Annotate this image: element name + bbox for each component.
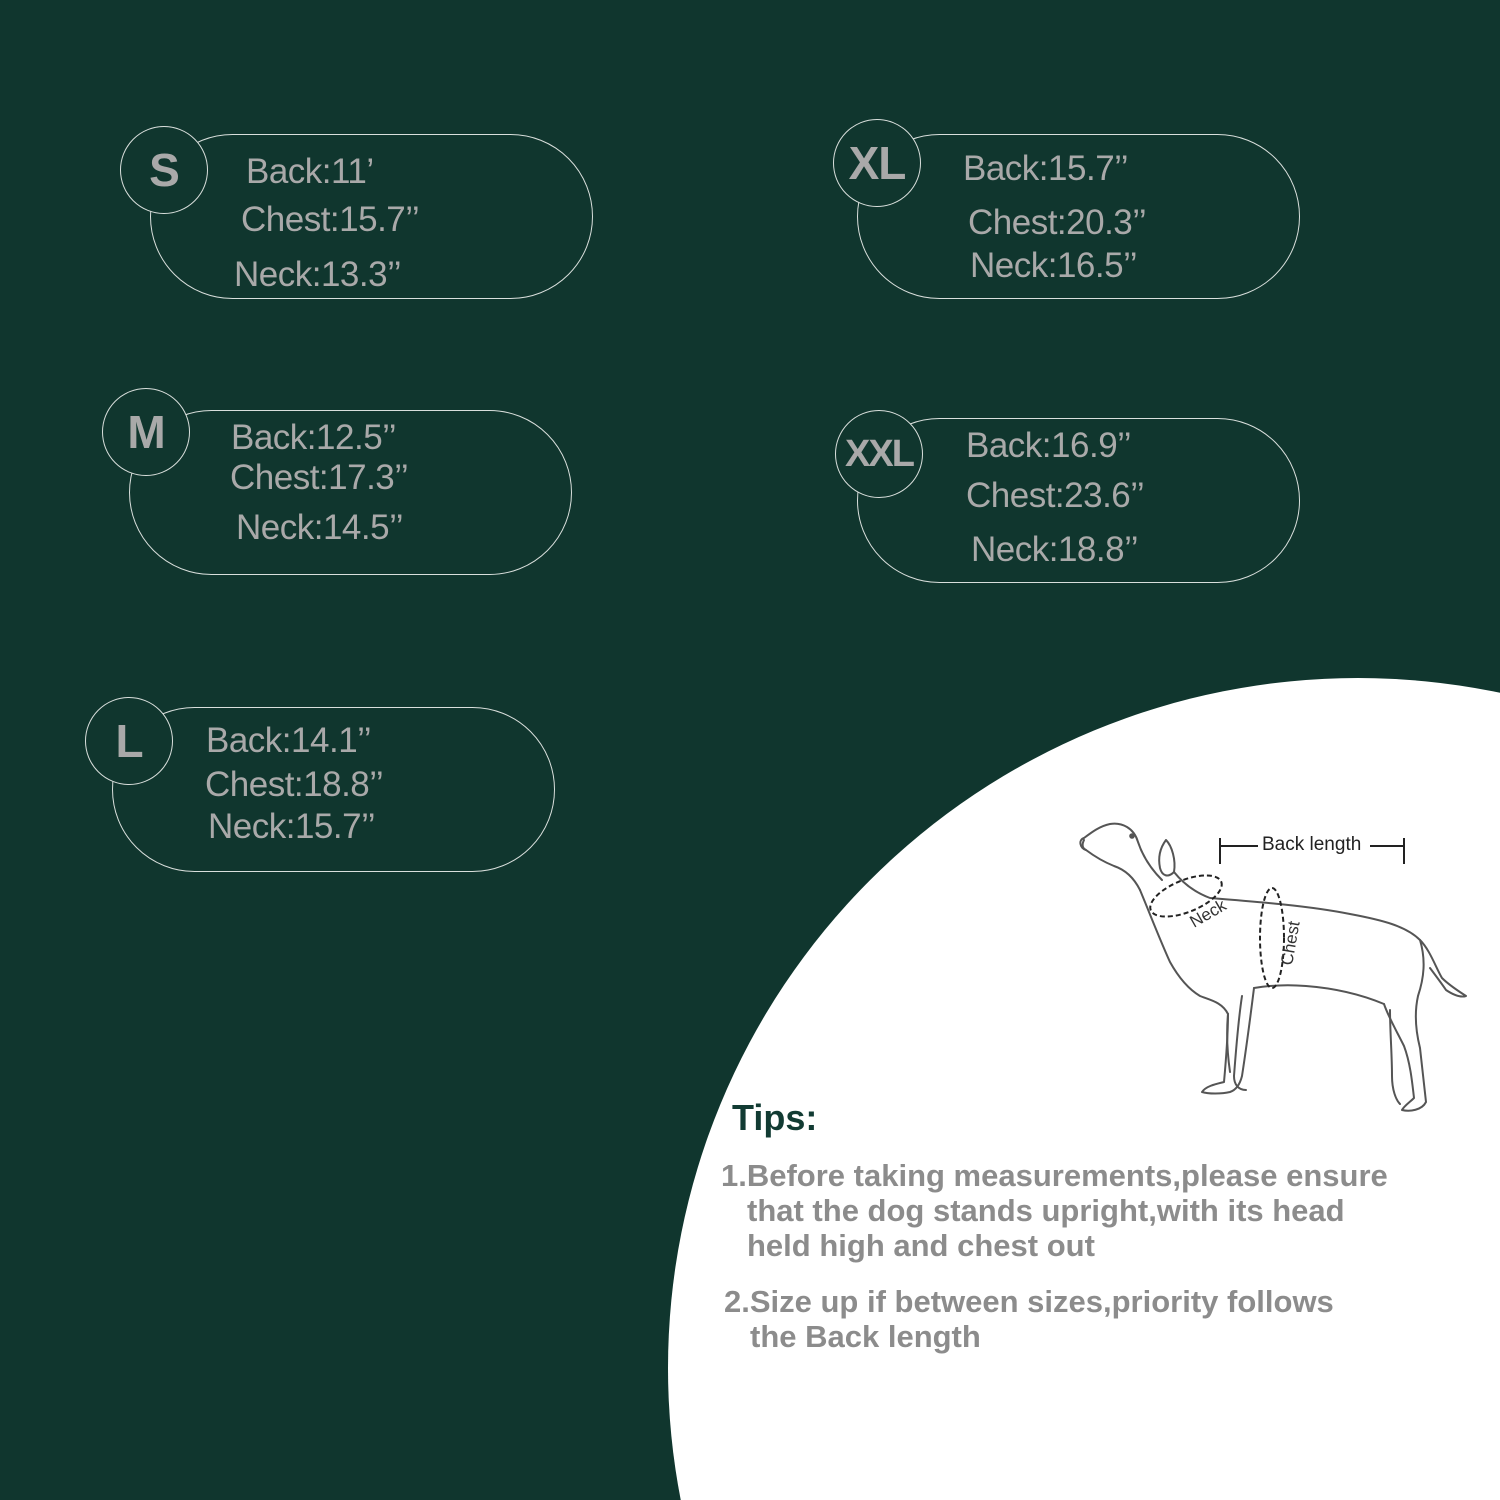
- neck-measure: Neck:14.5’’: [236, 508, 404, 547]
- neck-measure: Neck:18.8’’: [971, 530, 1139, 569]
- tip-line: 2.Size up if between sizes,priority follows: [724, 1284, 1334, 1319]
- size-card-xxl: [835, 410, 1310, 585]
- size-badge: [835, 410, 923, 498]
- back-length-label: Back length: [1262, 834, 1362, 855]
- neck-measure: Neck:15.7’’: [208, 807, 376, 846]
- back-measure: Back:11’: [246, 152, 374, 191]
- back-measure: Back:12.5’’: [231, 418, 397, 457]
- chest-label: Chest: [1277, 919, 1304, 967]
- dog-outline-icon: [1070, 810, 1480, 1130]
- neck-label: Neck: [1186, 895, 1230, 932]
- chest-measure: Chest:15.7’’: [241, 200, 420, 239]
- neck-measure: Neck:13.3’’: [234, 255, 402, 294]
- size-label: XL: [848, 137, 906, 189]
- size-badge: [102, 388, 190, 476]
- size-label: M: [127, 406, 165, 458]
- size-badge: [85, 697, 173, 785]
- size-card-m: [102, 388, 577, 578]
- size-label: L: [115, 715, 143, 767]
- back-measure: Back:15.7’’: [963, 149, 1129, 188]
- tip-line: 1.Before taking measurements,please ensure: [721, 1158, 1388, 1193]
- neck-measure: Neck:16.5’’: [970, 246, 1138, 285]
- size-card-xl: [833, 119, 1308, 301]
- back-measure: Back:14.1’’: [206, 721, 372, 760]
- chest-measure: Chest:20.3’’: [968, 203, 1147, 242]
- tip-1: [721, 1158, 1388, 1263]
- tip-line: held high and chest out: [747, 1228, 1095, 1263]
- size-badge: [833, 119, 921, 207]
- tip-2: [724, 1284, 1334, 1354]
- tip-line: that the dog stands upright,with its head: [747, 1193, 1345, 1228]
- size-label: S: [149, 144, 179, 196]
- size-card-s: [120, 126, 595, 301]
- tip-line: the Back length: [750, 1319, 981, 1354]
- size-card-l: [85, 697, 560, 875]
- back-measure: Back:16.9’’: [966, 426, 1132, 465]
- chest-measure: Chest:18.8’’: [205, 765, 384, 804]
- size-label: XXL: [845, 433, 913, 475]
- tips-title: Tips:: [732, 1097, 818, 1138]
- size-badge: [120, 126, 208, 214]
- chest-measure: Chest:17.3’’: [230, 458, 409, 497]
- chest-measure: Chest:23.6’’: [966, 476, 1145, 515]
